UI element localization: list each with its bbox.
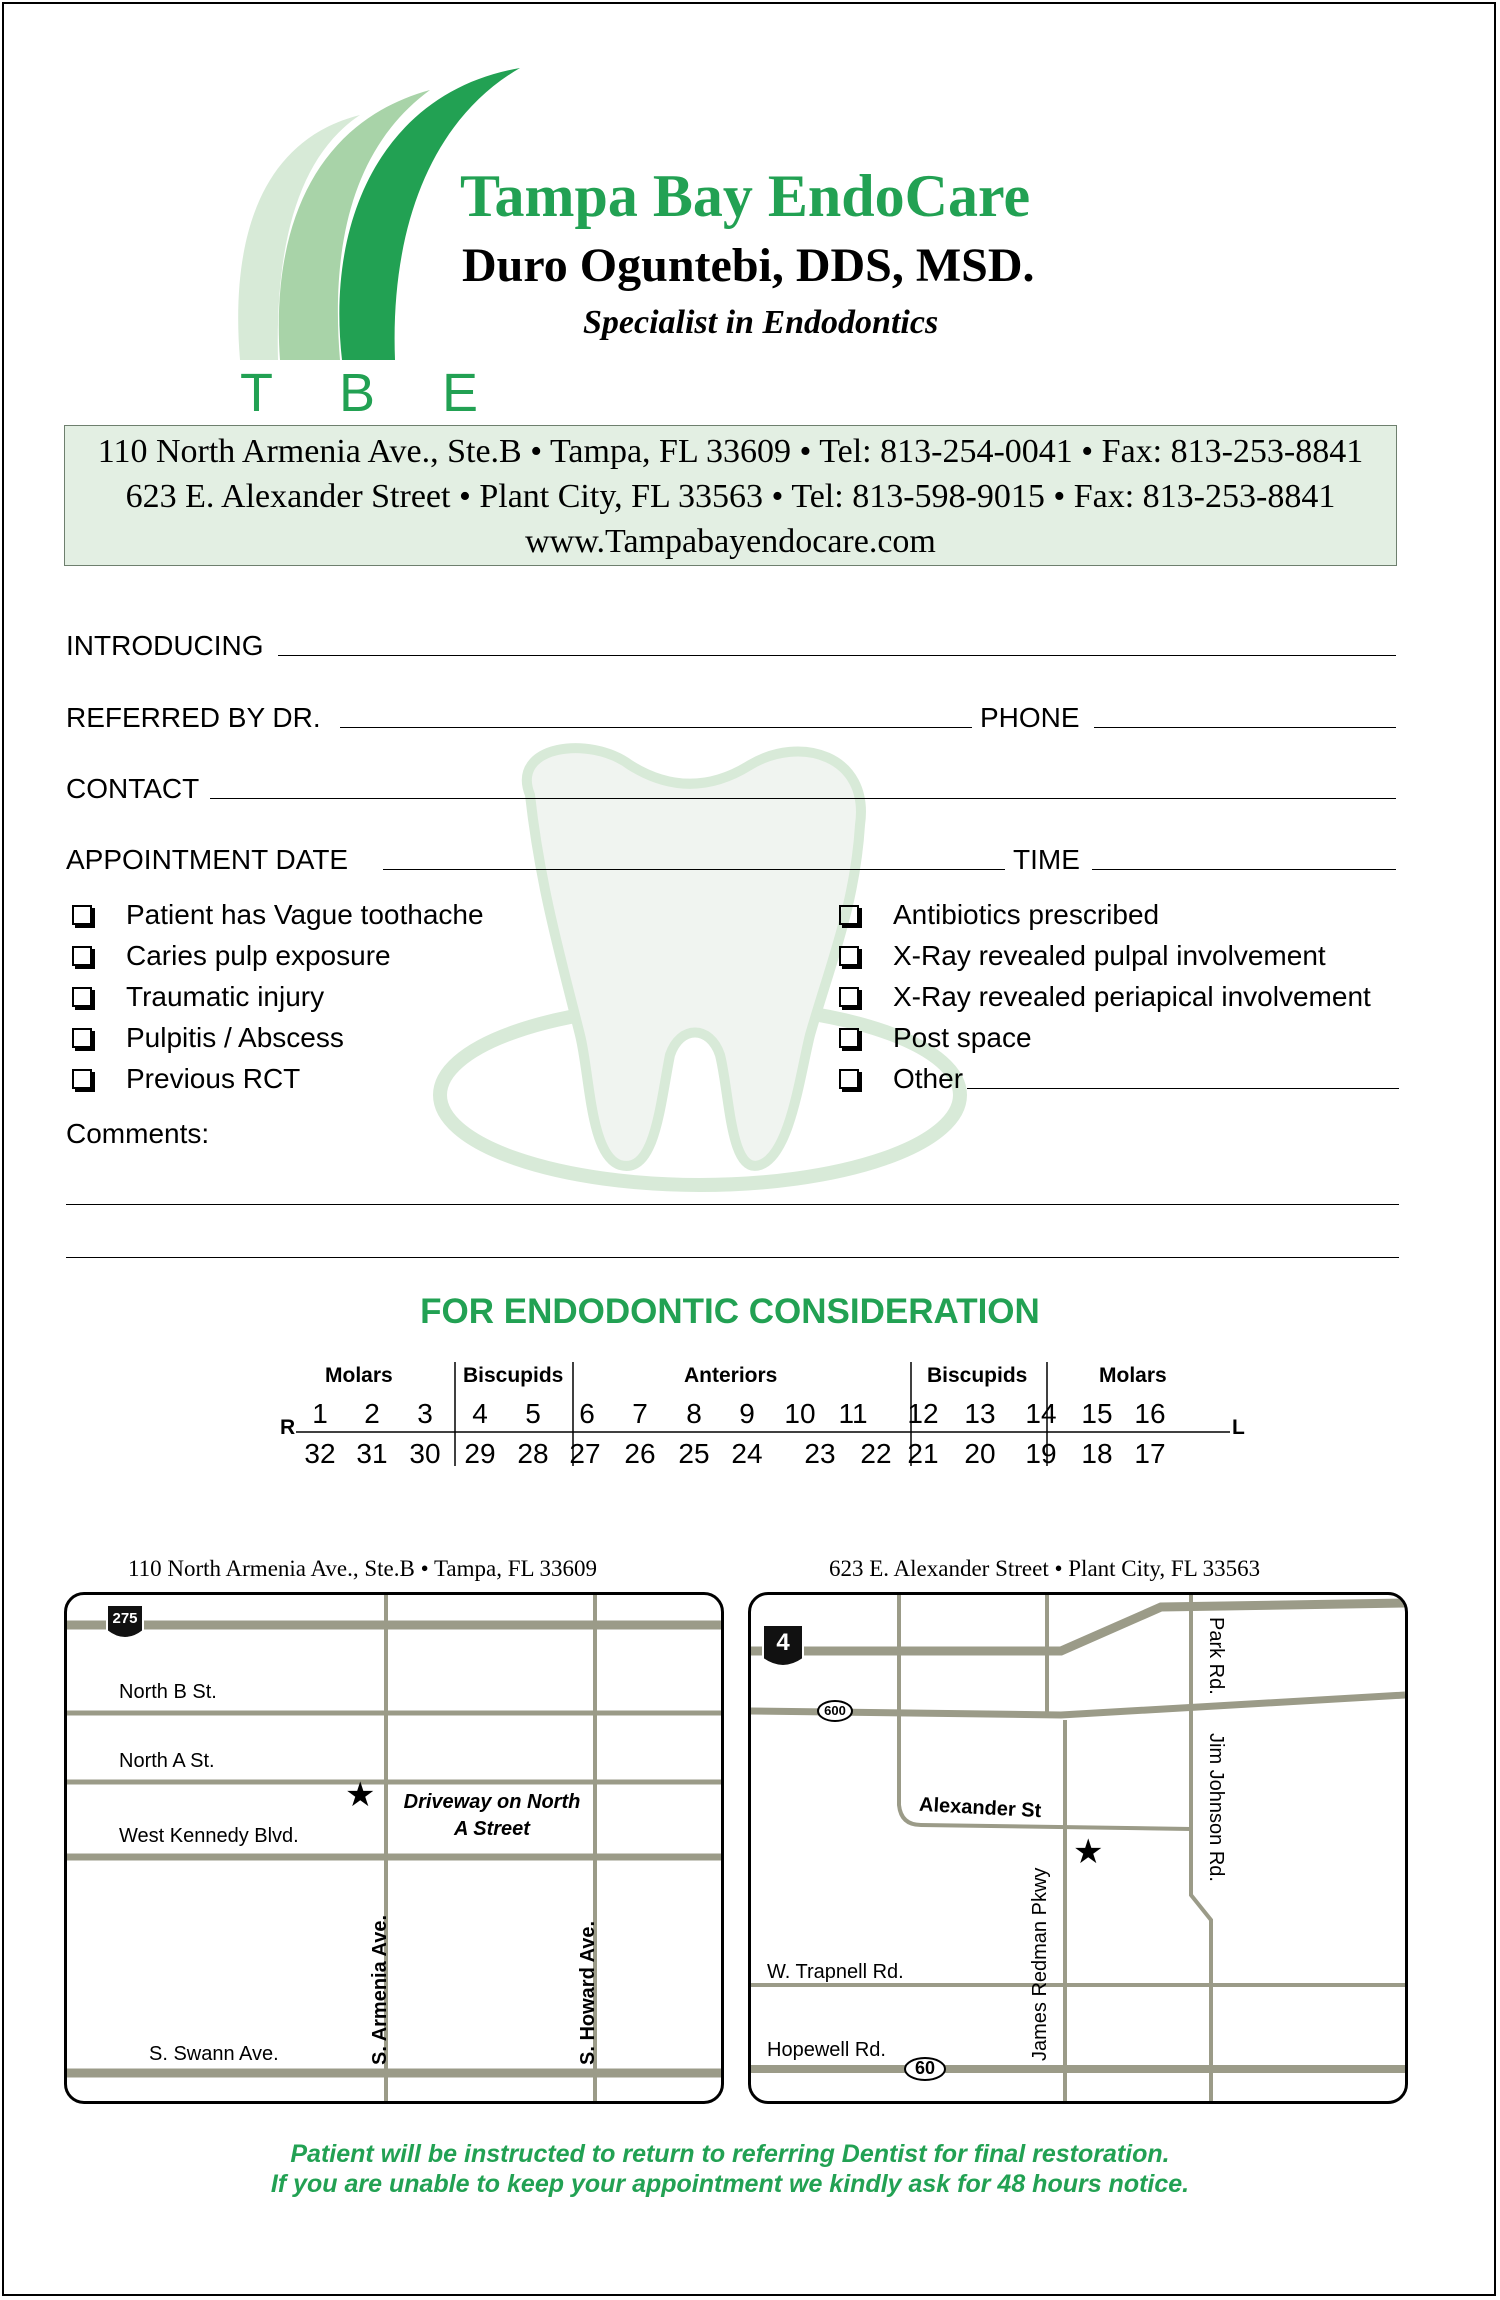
tooth-number[interactable]: 24 xyxy=(731,1438,763,1469)
checkbox-icon[interactable] xyxy=(72,1069,92,1089)
specialty: Specialist in Endodontics xyxy=(583,304,939,341)
checklist-left xyxy=(66,894,484,1099)
plant-city-map xyxy=(748,1592,1408,2104)
tooth-number[interactable]: 13 xyxy=(964,1398,996,1429)
group-label: Biscupids xyxy=(463,1364,564,1387)
tooth-number[interactable]: 20 xyxy=(964,1438,996,1469)
contact-label: CONTACT xyxy=(66,773,200,804)
checkbox-icon[interactable] xyxy=(839,905,859,925)
checkbox-icon[interactable] xyxy=(839,1028,859,1048)
tooth-number[interactable]: 22 xyxy=(860,1438,892,1469)
tooth-number[interactable]: 16 xyxy=(1134,1398,1166,1429)
tooth-number[interactable]: 32 xyxy=(304,1438,336,1469)
checkbox-icon[interactable] xyxy=(839,1069,859,1089)
contact-field[interactable] xyxy=(210,774,1396,799)
logo-letters: T B E xyxy=(240,363,505,423)
doctor-name: Duro Oguntebi, DDS, MSD. xyxy=(462,239,1035,292)
group-label: Biscupids xyxy=(927,1364,1028,1387)
practice-name: Tampa Bay EndoCare xyxy=(460,163,1031,229)
tooth-number[interactable]: 26 xyxy=(624,1438,656,1469)
tooth-number[interactable]: 9 xyxy=(739,1398,755,1429)
left-marker: L xyxy=(1232,1416,1245,1439)
tooth-number[interactable]: 28 xyxy=(517,1438,549,1469)
group-label: Anteriors xyxy=(684,1364,778,1387)
street-park: Park Rd. xyxy=(1205,1617,1227,1695)
tooth-chart xyxy=(280,1360,1245,1470)
route-600-icon: 600 xyxy=(824,1703,846,1718)
comments-line-1[interactable] xyxy=(66,1180,1399,1205)
phone-field[interactable] xyxy=(1094,703,1396,728)
tooth-number[interactable]: 7 xyxy=(632,1398,648,1429)
street-hopewell: Hopewell Rd. xyxy=(767,2039,886,2061)
checkbox-icon[interactable] xyxy=(839,946,859,966)
appointment-date-field[interactable] xyxy=(383,845,1005,870)
group-label: Molars xyxy=(1099,1364,1167,1387)
street-north-b: North B St. xyxy=(119,1681,217,1703)
tooth-number[interactable]: 14 xyxy=(1025,1398,1057,1429)
footer-line-1: Patient will be instructed to return to referring Dentist for final restoration. xyxy=(290,2140,1170,2168)
address-box xyxy=(64,425,1397,566)
time-field[interactable] xyxy=(1092,845,1396,870)
introducing-label: INTRODUCING xyxy=(66,630,264,661)
consideration-title: FOR ENDODONTIC CONSIDERATION xyxy=(420,1292,1040,1331)
tooth-number[interactable]: 23 xyxy=(804,1438,836,1469)
tampa-road-lines xyxy=(67,1595,721,2101)
street-swann: S. Swann Ave. xyxy=(149,2043,279,2065)
website: www.Tampabayendocare.com xyxy=(525,523,936,560)
checkbox-icon[interactable] xyxy=(839,987,859,1007)
checkbox-item[interactable]: Previous RCT xyxy=(66,1058,484,1099)
tooth-number[interactable]: 25 xyxy=(678,1438,710,1469)
checkbox-item[interactable]: Patient has Vague toothache xyxy=(66,894,484,935)
tooth-number[interactable]: 1 xyxy=(312,1398,328,1429)
street-trapnell: W. Trapnell Rd. xyxy=(767,1961,904,1983)
checkbox-icon[interactable] xyxy=(72,1028,92,1048)
tooth-number[interactable]: 27 xyxy=(569,1438,601,1469)
checkbox-item[interactable]: Other xyxy=(833,1058,1371,1099)
referred-by-field[interactable] xyxy=(340,703,972,728)
right-marker: R xyxy=(280,1416,296,1439)
tooth-number[interactable]: 12 xyxy=(907,1398,939,1429)
comments-label: Comments: xyxy=(66,1118,210,1149)
tooth-number[interactable]: 6 xyxy=(579,1398,595,1429)
interstate-4-icon: 4 xyxy=(776,1629,790,1656)
checkbox-item[interactable]: Caries pulp exposure xyxy=(66,935,484,976)
street-north-a: North A St. xyxy=(119,1750,215,1772)
street-jim-johnson: Jim Johnson Rd. xyxy=(1205,1733,1227,1882)
tampa-map-title: 110 North Armenia Ave., Ste.B • Tampa, FL 33609 xyxy=(128,1556,597,1581)
route-60-icon: 60 xyxy=(914,2058,936,2078)
tooth-number[interactable]: 15 xyxy=(1081,1398,1113,1429)
tooth-number[interactable]: 5 xyxy=(525,1398,541,1429)
tooth-number[interactable]: 31 xyxy=(356,1438,388,1469)
tooth-number[interactable]: 29 xyxy=(464,1438,496,1469)
street-kennedy: West Kennedy Blvd. xyxy=(119,1825,299,1847)
checkbox-item[interactable]: Post space xyxy=(833,1017,1371,1058)
driveway-note: Driveway on North A Street xyxy=(403,1791,581,1840)
checkbox-item[interactable]: X-Ray revealed periapical involvement xyxy=(833,976,1371,1017)
tooth-number[interactable]: 19 xyxy=(1025,1438,1057,1469)
checkbox-icon[interactable] xyxy=(72,987,92,1007)
street-armenia: S. Armenia Ave. xyxy=(369,1914,391,2065)
checkbox-item[interactable]: Traumatic injury xyxy=(66,976,484,1017)
tooth-number[interactable]: 21 xyxy=(907,1438,939,1469)
location-star-icon: ★ xyxy=(345,1776,376,1814)
checkbox-icon[interactable] xyxy=(72,905,92,925)
address-plant-city: 623 E. Alexander Street • Plant City, FL 33563 • Tel: 813-598-9015 • Fax: 813-253-8841 xyxy=(125,478,1336,515)
location-star-icon: ★ xyxy=(1073,1833,1104,1871)
interstate-275-icon: 275 xyxy=(112,1610,138,1627)
tooth-number[interactable]: 11 xyxy=(838,1398,868,1429)
street-alexander: Alexander St xyxy=(918,1793,1042,1823)
other-field[interactable] xyxy=(967,1064,1399,1089)
tooth-number[interactable]: 17 xyxy=(1134,1438,1166,1469)
tooth-number[interactable]: 3 xyxy=(417,1398,433,1429)
checkbox-item[interactable]: Pulpitis / Abscess xyxy=(66,1017,484,1058)
referred-by-label: REFERRED BY DR. xyxy=(66,702,321,733)
appointment-date-label: APPOINTMENT DATE xyxy=(66,844,349,875)
tampa-map xyxy=(64,1592,724,2104)
comments-line-2[interactable] xyxy=(66,1233,1399,1258)
introducing-field[interactable] xyxy=(278,631,1396,656)
checkbox-icon[interactable] xyxy=(72,946,92,966)
tooth-number[interactable]: 2 xyxy=(364,1398,380,1429)
street-howard: S. Howard Ave. xyxy=(577,1920,599,2065)
checkbox-item[interactable]: Antibiotics prescribed xyxy=(833,894,1371,935)
phone-label: PHONE xyxy=(980,702,1080,733)
tooth-number[interactable]: 8 xyxy=(686,1398,702,1429)
address-tampa: 110 North Armenia Ave., Ste.B • Tampa, FL 33609 • Tel: 813-254-0041 • Fax: 813-253-8841 xyxy=(97,433,1364,470)
plant-city-map-title: 623 E. Alexander Street • Plant City, FL 33563 xyxy=(829,1556,1261,1581)
tooth-number[interactable]: 30 xyxy=(409,1438,441,1469)
street-redman: James Redman Pkwy xyxy=(1029,1867,1051,2061)
time-label: TIME xyxy=(1013,844,1080,875)
footer-line-2: If you are unable to keep your appointment we kindly ask for 48 hours notice. xyxy=(270,2170,1190,2198)
group-label: Molars xyxy=(325,1364,393,1387)
checkbox-item[interactable]: X-Ray revealed pulpal involvement xyxy=(833,935,1371,976)
tooth-number[interactable]: 4 xyxy=(472,1398,488,1429)
tooth-number[interactable]: 18 xyxy=(1081,1438,1113,1469)
tooth-number[interactable]: 10 xyxy=(784,1398,816,1429)
